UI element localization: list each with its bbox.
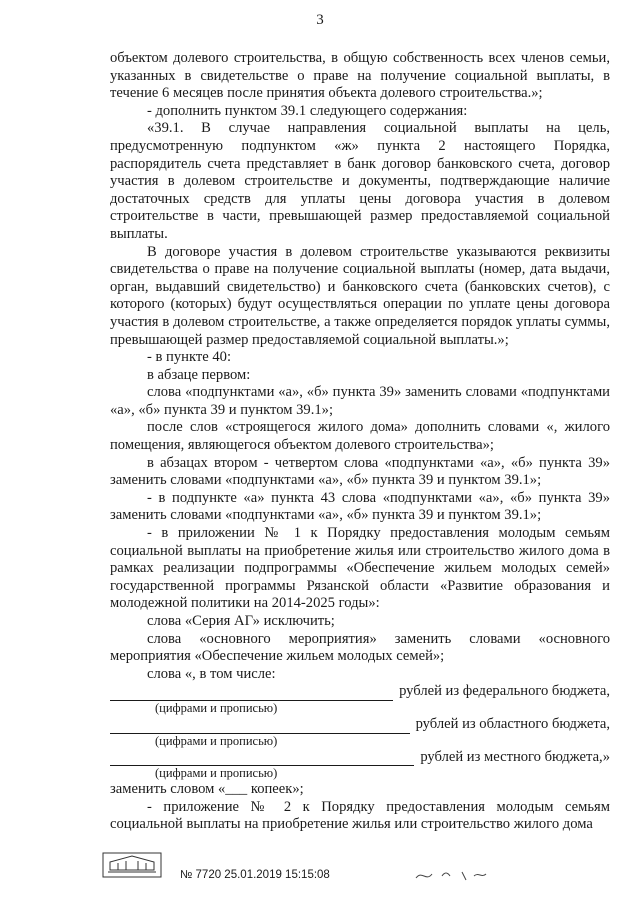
fill-suffix: рублей из федерального бюджета, — [399, 683, 610, 700]
paragraph: слова «подпунктами «а», «б» пункта 39» заменить словами «подпунктами «а», «б» пункта 39 и пунктом 39.1»; — [110, 384, 610, 418]
paragraph: в абзацах втором - четвертом слова «подпунктами «а», «б» пункта 39» заменить словами «подпунктами «а», «б» пункта 39 и пунктом 39.1»; — [110, 454, 610, 489]
paragraph: - в пункте 40: — [147, 349, 232, 366]
paragraph: - в подпункте «а» пункта 43 слова «подпунктами «а», «б» пункта 39» заменить словами «подпунктами «а», «б» пункта 39 и пунктом 39.1»; — [110, 489, 610, 524]
fill-hint: (цифрами и прописью) — [155, 700, 278, 715]
paragraph: «39.1. В случае направления социальной выплаты на цель, предусмотренную подпунктом «ж» пункта 2 настоящего Порядка, распорядитель счета представляет в банк договор банковского счета, договор участия в долевом строительстве и документы, подтверждающие наличие достаточных средств для уплаты цены договора участия в долевом строительстве в части, превышающей размер предоставляемой социальной выплаты. — [110, 120, 610, 242]
paragraph: - приложение № 2 к Порядку предоставления молодым семьям социальной выплаты на приобретение жилья или строительство жилого дома — [110, 798, 610, 833]
paragraph: после слов «строящегося жилого дома» дополнить словами «, жилого помещения, являющегося объектом долевого строительства»; — [110, 419, 610, 454]
page-number: 3 — [316, 12, 324, 28]
fill-suffix: рублей из областного бюджета, — [415, 715, 610, 732]
fill-line-local — [110, 749, 610, 767]
fill-suffix: рублей из местного бюджета,» — [420, 748, 610, 765]
paragraph: в абзаце первом: — [147, 366, 251, 383]
paragraph: В договоре участия в долевом строительстве указываются реквизиты свидетельства о праве на получение социальной выплаты (номер, дата выдачи, орган, выдавший свидетельство) и банковского счета (банковских счетов), с которого (которых) будут осуществляться операции по уплате цены договора участия в долевом строительстве, а также определяется порядок уплаты суммы, превышающей размер предоставляемой социальной выплаты.»; — [110, 243, 610, 348]
fill-hint: (цифрами и прописью) — [155, 733, 278, 748]
blank-line — [110, 752, 414, 766]
blank-line — [110, 687, 393, 701]
paragraph: слова «основного мероприятия» заменить словами «основного мероприятия «Обеспечение жильем молодых семей»; — [110, 630, 610, 665]
building-stamp-icon — [102, 852, 162, 878]
paragraph: слова «Серия АГ» исключить; — [147, 613, 335, 629]
paragraph: заменить словом «___ копеек»; — [110, 781, 304, 798]
blank-line — [110, 720, 410, 734]
handwritten-mark-icon — [412, 862, 492, 886]
paragraph: - дополнить пунктом 39.1 следующего содержания: — [147, 102, 468, 119]
registration-number: № 7720 25.01.2019 15:15:08 — [180, 869, 330, 881]
paragraph: - в приложении № 1 к Порядку предоставления молодым семьям социальной выплаты на приобретение жилья или строительство жилого дома в рамках реализации подпрограммы «Обеспечение жильем молодых семей» государственной программы Рязанской области «Развитие образования и молодежной политики на 2014-2025 годы»: — [110, 525, 610, 612]
paragraph: объектом долевого строительства, в общую собственность всех членов семьи, указанных в свидетельстве о праве на получение социальной выплаты, в течение 6 месяцев после принятия объекта долевого строительства.»; — [110, 50, 610, 102]
paragraph: слова «, в том числе: — [147, 665, 276, 682]
fill-hint: (цифрами и прописью) — [155, 766, 278, 781]
document-body — [110, 50, 610, 834]
fill-line-federal — [110, 683, 610, 701]
fill-line-regional — [110, 716, 610, 734]
